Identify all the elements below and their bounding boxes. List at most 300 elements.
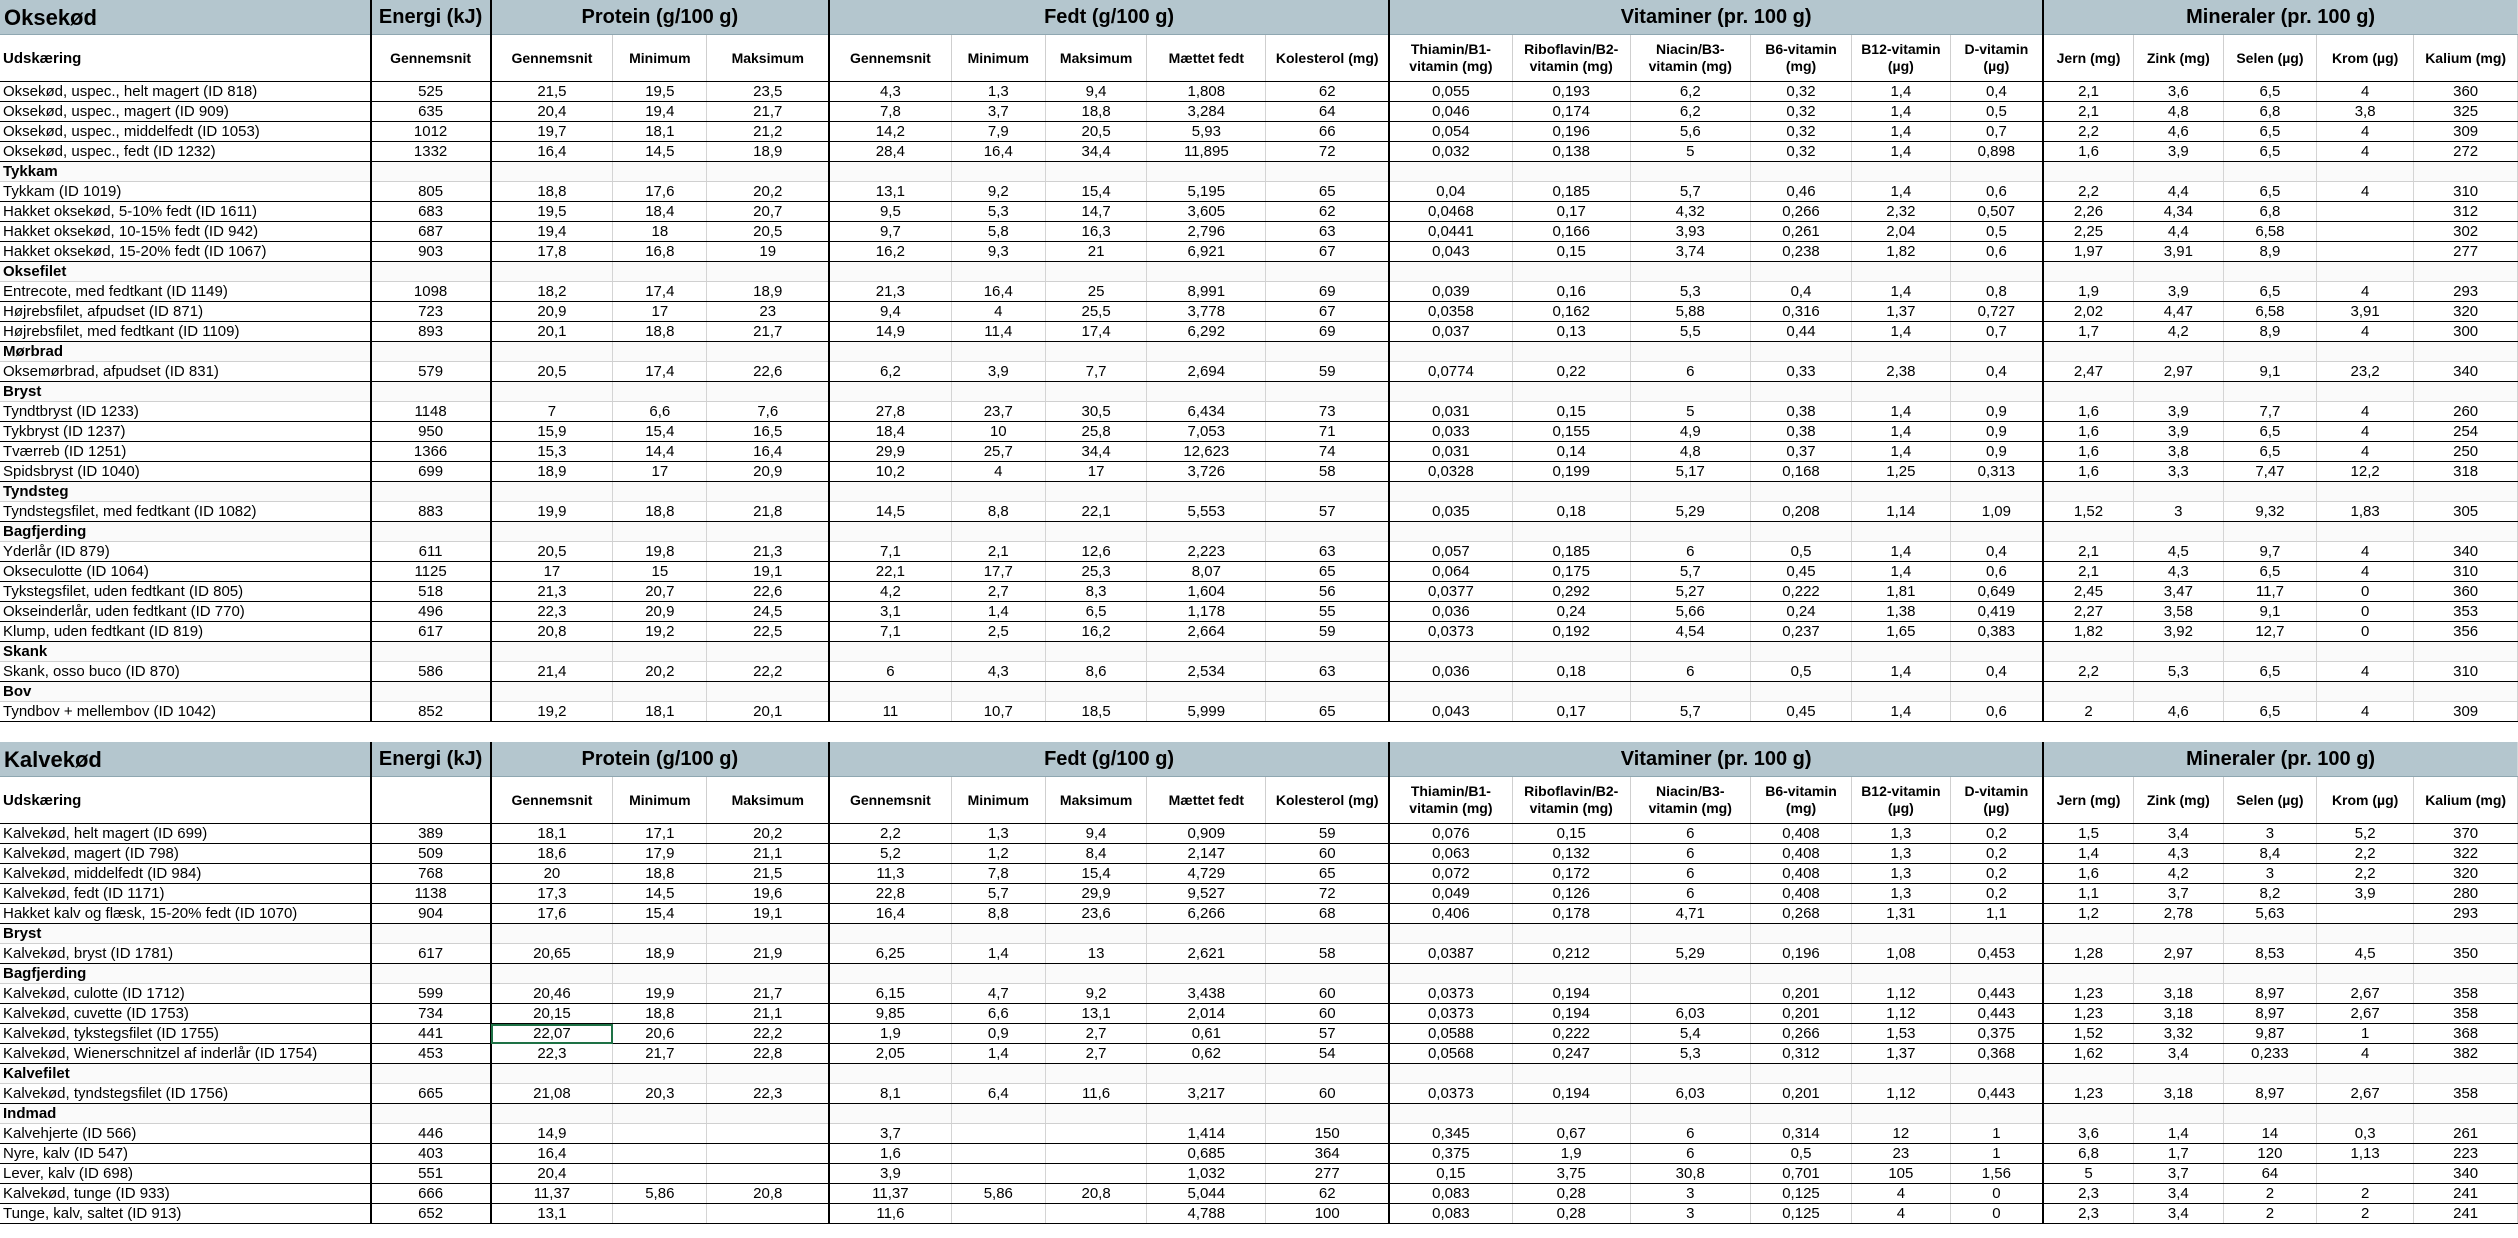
empty-cell[interactable] xyxy=(1147,682,1266,702)
empty-cell[interactable] xyxy=(371,262,491,282)
empty-cell[interactable] xyxy=(613,522,707,542)
value-cell[interactable]: 1,14 xyxy=(1852,502,1950,522)
value-cell[interactable]: 0,18 xyxy=(1512,502,1630,522)
value-cell[interactable]: 6 xyxy=(829,662,951,682)
value-cell[interactable]: 4,8 xyxy=(2133,102,2223,122)
value-cell[interactable]: 21,9 xyxy=(707,944,829,964)
empty-cell[interactable] xyxy=(1512,924,1630,944)
value-cell[interactable]: 6,4 xyxy=(951,1084,1045,1104)
value-cell[interactable]: 20,5 xyxy=(491,542,613,562)
value-cell[interactable]: 3 xyxy=(1630,1204,1750,1224)
value-cell[interactable]: 4,2 xyxy=(2133,322,2223,342)
empty-cell[interactable] xyxy=(1852,682,1950,702)
value-cell[interactable]: 18,8 xyxy=(613,864,707,884)
value-cell[interactable]: 280 xyxy=(2414,884,2518,904)
value-cell[interactable]: 1,23 xyxy=(2043,1004,2133,1024)
value-cell[interactable]: 18,1 xyxy=(491,824,613,844)
value-cell[interactable]: 0,18 xyxy=(1512,662,1630,682)
empty-cell[interactable] xyxy=(1950,1064,2043,1084)
value-cell[interactable]: 322 xyxy=(2414,844,2518,864)
value-cell[interactable]: 0,0774 xyxy=(1389,362,1512,382)
value-cell[interactable]: 1,9 xyxy=(1512,1144,1630,1164)
value-cell[interactable]: 310 xyxy=(2414,562,2518,582)
value-cell[interactable]: 0 xyxy=(1950,1204,2043,1224)
value-cell[interactable]: 723 xyxy=(371,302,491,322)
value-cell[interactable]: 19,1 xyxy=(707,562,829,582)
value-cell[interactable]: 1,65 xyxy=(1852,622,1950,642)
empty-cell[interactable] xyxy=(829,924,951,944)
value-cell[interactable]: 5 xyxy=(1630,402,1750,422)
value-cell[interactable]: 20,5 xyxy=(1045,122,1146,142)
column-header-vitamins-d-vitamin-g[interactable]: D-vitamin (µg) xyxy=(1950,777,2043,824)
value-cell[interactable]: 21,7 xyxy=(613,1044,707,1064)
value-cell[interactable]: 1,81 xyxy=(1852,582,1950,602)
value-cell[interactable] xyxy=(2317,202,2414,222)
column-header-protein-minimum[interactable]: Minimum xyxy=(613,777,707,824)
value-cell[interactable]: 17,4 xyxy=(613,362,707,382)
value-cell[interactable]: 0,6 xyxy=(1950,562,2043,582)
empty-cell[interactable] xyxy=(1266,482,1389,502)
value-cell[interactable]: 2 xyxy=(2223,1204,2316,1224)
value-cell[interactable]: 0,28 xyxy=(1512,1204,1630,1224)
value-cell[interactable]: 16,4 xyxy=(491,142,613,162)
cut-name-cell[interactable]: Kalvekød, tykstegsfilet (ID 1755) xyxy=(0,1024,371,1044)
value-cell[interactable] xyxy=(1630,984,1750,1004)
empty-cell[interactable] xyxy=(707,162,829,182)
value-cell[interactable]: 6,266 xyxy=(1147,904,1266,924)
value-cell[interactable]: 3,75 xyxy=(1512,1164,1630,1184)
empty-cell[interactable] xyxy=(1630,262,1750,282)
value-cell[interactable]: 1,032 xyxy=(1147,1164,1266,1184)
value-cell[interactable]: 20,7 xyxy=(613,582,707,602)
value-cell[interactable]: 5,044 xyxy=(1147,1184,1266,1204)
value-cell[interactable]: 65 xyxy=(1266,182,1389,202)
value-cell[interactable]: 6 xyxy=(1630,362,1750,382)
value-cell[interactable]: 2,147 xyxy=(1147,844,1266,864)
empty-cell[interactable] xyxy=(829,162,951,182)
value-cell[interactable]: 250 xyxy=(2414,442,2518,462)
value-cell[interactable]: 20,1 xyxy=(491,322,613,342)
empty-cell[interactable] xyxy=(1630,382,1750,402)
value-cell[interactable]: 19,4 xyxy=(613,102,707,122)
value-cell[interactable]: 4 xyxy=(1852,1204,1950,1224)
empty-cell[interactable] xyxy=(707,342,829,362)
value-cell[interactable]: 19,8 xyxy=(613,542,707,562)
value-cell[interactable]: 67 xyxy=(1266,302,1389,322)
value-cell[interactable]: 4,2 xyxy=(2133,864,2223,884)
group-label[interactable]: Bagfjerding xyxy=(0,964,371,984)
value-cell[interactable]: 0,196 xyxy=(1512,122,1630,142)
column-header-vitamins-niacin-b3-vitamin-mg[interactable]: Niacin/B3-vitamin (mg) xyxy=(1630,777,1750,824)
value-cell[interactable]: 18,2 xyxy=(491,282,613,302)
empty-cell[interactable] xyxy=(491,964,613,984)
value-cell[interactable]: 358 xyxy=(2414,1004,2518,1024)
value-cell[interactable]: 3,4 xyxy=(2133,1204,2223,1224)
value-cell[interactable]: 6,5 xyxy=(2223,562,2316,582)
value-cell[interactable]: 0,292 xyxy=(1512,582,1630,602)
value-cell[interactable]: 0,408 xyxy=(1750,864,1851,884)
value-cell[interactable]: 19,2 xyxy=(613,622,707,642)
value-cell[interactable]: 18,9 xyxy=(491,462,613,482)
value-cell[interactable]: 3,778 xyxy=(1147,302,1266,322)
value-cell[interactable]: 0,076 xyxy=(1389,824,1512,844)
value-cell[interactable]: 9,4 xyxy=(829,302,951,322)
empty-cell[interactable] xyxy=(1750,162,1851,182)
empty-cell[interactable] xyxy=(1045,342,1146,362)
empty-cell[interactable] xyxy=(1750,964,1851,984)
value-cell[interactable]: 5,17 xyxy=(1630,462,1750,482)
empty-cell[interactable] xyxy=(1630,482,1750,502)
value-cell[interactable]: 277 xyxy=(2414,242,2518,262)
value-cell[interactable]: 1,82 xyxy=(2043,622,2133,642)
value-cell[interactable]: 16,4 xyxy=(491,1144,613,1164)
value-cell[interactable]: 22,6 xyxy=(707,582,829,602)
empty-cell[interactable] xyxy=(1852,522,1950,542)
value-cell[interactable]: 0,32 xyxy=(1750,142,1851,162)
value-cell[interactable] xyxy=(707,1144,829,1164)
value-cell[interactable]: 699 xyxy=(371,462,491,482)
cut-name-cell[interactable]: Kalvekød, Wienerschnitzel af inderlår (ID 1754) xyxy=(0,1044,371,1064)
group-header-fat[interactable]: Fedt (g/100 g) xyxy=(829,0,1389,35)
column-header-minerals-zink-mg[interactable]: Zink (mg) xyxy=(2133,35,2223,82)
empty-cell[interactable] xyxy=(951,1064,1045,1084)
empty-cell[interactable] xyxy=(1852,1104,1950,1124)
value-cell[interactable]: 0,064 xyxy=(1389,562,1512,582)
empty-cell[interactable] xyxy=(371,924,491,944)
value-cell[interactable]: 18,6 xyxy=(491,844,613,864)
cut-name-cell[interactable]: Tunge, kalv, saltet (ID 913) xyxy=(0,1204,371,1224)
empty-cell[interactable] xyxy=(951,522,1045,542)
value-cell[interactable]: 4 xyxy=(2317,442,2414,462)
value-cell[interactable]: 4,9 xyxy=(1630,422,1750,442)
empty-cell[interactable] xyxy=(1852,342,1950,362)
table-title[interactable]: Kalvekød xyxy=(0,742,371,777)
cut-name-cell[interactable]: Hakket oksekød, 5-10% fedt (ID 1611) xyxy=(0,202,371,222)
value-cell[interactable]: 260 xyxy=(2414,402,2518,422)
value-cell[interactable]: 2,5 xyxy=(951,622,1045,642)
value-cell[interactable]: 4,47 xyxy=(2133,302,2223,322)
value-cell[interactable]: 0,45 xyxy=(1750,702,1851,722)
empty-cell[interactable] xyxy=(707,682,829,702)
empty-cell[interactable] xyxy=(1045,964,1146,984)
value-cell[interactable]: 0,701 xyxy=(1750,1164,1851,1184)
value-cell[interactable]: 9,4 xyxy=(1045,824,1146,844)
value-cell[interactable]: 7,9 xyxy=(951,122,1045,142)
value-cell[interactable]: 1366 xyxy=(371,442,491,462)
empty-cell[interactable] xyxy=(2317,1064,2414,1084)
value-cell[interactable]: 20,9 xyxy=(707,462,829,482)
value-cell[interactable]: 20,4 xyxy=(491,102,613,122)
value-cell[interactable]: 0,201 xyxy=(1750,984,1851,1004)
value-cell[interactable]: 3,92 xyxy=(2133,622,2223,642)
value-cell[interactable]: 18,9 xyxy=(613,944,707,964)
value-cell[interactable]: 9,32 xyxy=(2223,502,2316,522)
value-cell[interactable]: 293 xyxy=(2414,904,2518,924)
value-cell[interactable]: 8,07 xyxy=(1147,562,1266,582)
group-header-energy[interactable]: Energi (kJ) xyxy=(371,0,491,35)
empty-cell[interactable] xyxy=(2133,522,2223,542)
empty-cell[interactable] xyxy=(707,522,829,542)
value-cell[interactable]: 0,383 xyxy=(1950,622,2043,642)
value-cell[interactable]: 22,3 xyxy=(491,602,613,622)
value-cell[interactable]: 5,3 xyxy=(1630,1044,1750,1064)
value-cell[interactable]: 1,414 xyxy=(1147,1124,1266,1144)
value-cell[interactable]: 0,24 xyxy=(1750,602,1851,622)
value-cell[interactable]: 0,155 xyxy=(1512,422,1630,442)
value-cell[interactable]: 2,2 xyxy=(2317,844,2414,864)
value-cell[interactable]: 302 xyxy=(2414,222,2518,242)
value-cell[interactable]: 1,4 xyxy=(1852,662,1950,682)
empty-cell[interactable] xyxy=(371,482,491,502)
empty-cell[interactable] xyxy=(1950,162,2043,182)
value-cell[interactable]: 28,4 xyxy=(829,142,951,162)
empty-cell[interactable] xyxy=(1950,642,2043,662)
value-cell[interactable]: 4,4 xyxy=(2133,222,2223,242)
group-header-vitamins[interactable]: Vitaminer (pr. 100 g) xyxy=(1389,0,2043,35)
value-cell[interactable]: 4 xyxy=(2317,322,2414,342)
empty-cell[interactable] xyxy=(1266,342,1389,362)
cut-name-cell[interactable]: Hakket oksekød, 10-15% fedt (ID 942) xyxy=(0,222,371,242)
value-cell[interactable]: 3,605 xyxy=(1147,202,1266,222)
value-cell[interactable]: 4,6 xyxy=(2133,702,2223,722)
value-cell[interactable]: 1,6 xyxy=(2043,422,2133,442)
value-cell[interactable]: 2,7 xyxy=(951,582,1045,602)
cut-name-cell[interactable]: Spidsbryst (ID 1040) xyxy=(0,462,371,482)
value-cell[interactable]: 17,9 xyxy=(613,844,707,864)
empty-cell[interactable] xyxy=(2414,1064,2518,1084)
value-cell[interactable]: 59 xyxy=(1266,824,1389,844)
empty-cell[interactable] xyxy=(1630,682,1750,702)
value-cell[interactable]: 15,4 xyxy=(613,422,707,442)
value-cell[interactable]: 0,314 xyxy=(1750,1124,1851,1144)
value-cell[interactable]: 0,138 xyxy=(1512,142,1630,162)
value-cell[interactable]: 0,046 xyxy=(1389,102,1512,122)
value-cell[interactable]: 9,2 xyxy=(1045,984,1146,1004)
table-title[interactable]: Oksekød xyxy=(0,0,371,35)
empty-cell[interactable] xyxy=(1630,162,1750,182)
value-cell[interactable]: 57 xyxy=(1266,502,1389,522)
value-cell[interactable]: 60 xyxy=(1266,984,1389,1004)
value-cell[interactable]: 0,14 xyxy=(1512,442,1630,462)
column-header-fat-kolesterol-mg[interactable]: Kolesterol (mg) xyxy=(1266,35,1389,82)
empty-cell[interactable] xyxy=(1266,642,1389,662)
value-cell[interactable]: 17 xyxy=(613,302,707,322)
value-cell[interactable]: 19,9 xyxy=(613,984,707,1004)
value-cell[interactable]: 320 xyxy=(2414,864,2518,884)
value-cell[interactable]: 0,194 xyxy=(1512,1004,1630,1024)
value-cell[interactable]: 21,3 xyxy=(829,282,951,302)
value-cell[interactable] xyxy=(2317,904,2414,924)
value-cell[interactable]: 1,38 xyxy=(1852,602,1950,622)
value-cell[interactable]: 6,921 xyxy=(1147,242,1266,262)
empty-cell[interactable] xyxy=(1045,924,1146,944)
cut-name-cell[interactable]: Hakket oksekød, 15-20% fedt (ID 1067) xyxy=(0,242,371,262)
value-cell[interactable]: 1,3 xyxy=(1852,844,1950,864)
value-cell[interactable]: 5,66 xyxy=(1630,602,1750,622)
value-cell[interactable]: 1,4 xyxy=(951,1044,1045,1064)
value-cell[interactable]: 20,5 xyxy=(707,222,829,242)
group-label[interactable]: Skank xyxy=(0,642,371,662)
column-header-energy-gennemsnit[interactable]: Gennemsnit xyxy=(371,35,491,82)
value-cell[interactable]: 5,7 xyxy=(1630,702,1750,722)
value-cell[interactable]: 8,4 xyxy=(1045,844,1146,864)
empty-cell[interactable] xyxy=(1266,1064,1389,1084)
value-cell[interactable]: 12,2 xyxy=(2317,462,2414,482)
empty-cell[interactable] xyxy=(2223,924,2316,944)
value-cell[interactable]: 0,33 xyxy=(1750,362,1851,382)
value-cell[interactable]: 20,1 xyxy=(707,702,829,722)
value-cell[interactable]: 0,443 xyxy=(1950,1004,2043,1024)
empty-cell[interactable] xyxy=(371,522,491,542)
empty-cell[interactable] xyxy=(1512,522,1630,542)
empty-cell[interactable] xyxy=(951,642,1045,662)
cut-name-cell[interactable]: Kalvekød, fedt (ID 1171) xyxy=(0,884,371,904)
empty-cell[interactable] xyxy=(2317,1104,2414,1124)
cut-name-cell[interactable]: Okseinderlår, uden fedtkant (ID 770) xyxy=(0,602,371,622)
value-cell[interactable]: 687 xyxy=(371,222,491,242)
empty-cell[interactable] xyxy=(491,522,613,542)
empty-cell[interactable] xyxy=(491,162,613,182)
value-cell[interactable]: 0,201 xyxy=(1750,1004,1851,1024)
empty-cell[interactable] xyxy=(1852,162,1950,182)
value-cell[interactable]: 25,7 xyxy=(951,442,1045,462)
empty-cell[interactable] xyxy=(1750,682,1851,702)
value-cell[interactable]: 58 xyxy=(1266,462,1389,482)
value-cell[interactable]: 1,25 xyxy=(1852,462,1950,482)
empty-cell[interactable] xyxy=(613,1104,707,1124)
value-cell[interactable]: 59 xyxy=(1266,622,1389,642)
cut-name-cell[interactable]: Tykstegsfilet, uden fedtkant (ID 805) xyxy=(0,582,371,602)
empty-cell[interactable] xyxy=(2043,964,2133,984)
value-cell[interactable]: 54 xyxy=(1266,1044,1389,1064)
value-cell[interactable]: 0,0441 xyxy=(1389,222,1512,242)
cut-name-cell[interactable]: Oksekød, uspec., magert (ID 909) xyxy=(0,102,371,122)
value-cell[interactable]: 0,175 xyxy=(1512,562,1630,582)
value-cell[interactable]: 312 xyxy=(2414,202,2518,222)
value-cell[interactable]: 0,032 xyxy=(1389,142,1512,162)
value-cell[interactable]: 2,67 xyxy=(2317,984,2414,1004)
empty-cell[interactable] xyxy=(2414,522,2518,542)
value-cell[interactable]: 22,8 xyxy=(829,884,951,904)
value-cell[interactable]: 8,53 xyxy=(2223,944,2316,964)
empty-cell[interactable] xyxy=(613,482,707,502)
empty-cell[interactable] xyxy=(1950,964,2043,984)
value-cell[interactable]: 1,52 xyxy=(2043,502,2133,522)
empty-cell[interactable] xyxy=(1147,1064,1266,1084)
value-cell[interactable]: 0,5 xyxy=(1750,662,1851,682)
empty-cell[interactable] xyxy=(1852,924,1950,944)
value-cell[interactable]: 9,527 xyxy=(1147,884,1266,904)
value-cell[interactable]: 15,9 xyxy=(491,422,613,442)
column-header-minerals-kalium-mg[interactable]: Kalium (mg) xyxy=(2414,777,2518,824)
value-cell[interactable]: 2,7 xyxy=(1045,1044,1146,1064)
value-cell[interactable]: 0,037 xyxy=(1389,322,1512,342)
value-cell[interactable]: 0,185 xyxy=(1512,182,1630,202)
value-cell[interactable]: 19 xyxy=(707,242,829,262)
cut-name-cell[interactable]: Kalvekød, tyndstegsfilet (ID 1756) xyxy=(0,1084,371,1104)
value-cell[interactable]: 6 xyxy=(1630,1124,1750,1144)
column-header-vitamins-riboflavin-b2-vitamin-mg[interactable]: Riboflavin/B2-vitamin (mg) xyxy=(1512,777,1630,824)
empty-cell[interactable] xyxy=(951,682,1045,702)
value-cell[interactable]: 2,664 xyxy=(1147,622,1266,642)
value-cell[interactable]: 6,8 xyxy=(2223,202,2316,222)
cut-name-cell[interactable]: Højrebsfilet, afpudset (ID 871) xyxy=(0,302,371,322)
value-cell[interactable]: 0,132 xyxy=(1512,844,1630,864)
value-cell[interactable]: 1,5 xyxy=(2043,824,2133,844)
value-cell[interactable]: 2,38 xyxy=(1852,362,1950,382)
cut-name-cell[interactable]: Klump, uden fedtkant (ID 819) xyxy=(0,622,371,642)
value-cell[interactable]: 4 xyxy=(2317,562,2414,582)
value-cell[interactable]: 18,9 xyxy=(707,282,829,302)
value-cell[interactable]: 0,5 xyxy=(1950,102,2043,122)
value-cell[interactable]: 8,6 xyxy=(1045,662,1146,682)
value-cell[interactable]: 3,7 xyxy=(2133,884,2223,904)
value-cell[interactable]: 65 xyxy=(1266,562,1389,582)
value-cell[interactable]: 0,194 xyxy=(1512,984,1630,1004)
cut-name-cell[interactable]: Tykkam (ID 1019) xyxy=(0,182,371,202)
value-cell[interactable]: 3,74 xyxy=(1630,242,1750,262)
value-cell[interactable]: 0,7 xyxy=(1950,322,2043,342)
value-cell[interactable]: 0,32 xyxy=(1750,82,1851,102)
value-cell[interactable]: 16,4 xyxy=(951,142,1045,162)
value-cell[interactable]: 0,166 xyxy=(1512,222,1630,242)
value-cell[interactable]: 364 xyxy=(1266,1144,1389,1164)
value-cell[interactable]: 3 xyxy=(1630,1184,1750,1204)
value-cell[interactable]: 0,178 xyxy=(1512,904,1630,924)
value-cell[interactable]: 1,6 xyxy=(829,1144,951,1164)
empty-cell[interactable] xyxy=(491,262,613,282)
value-cell[interactable]: 1,3 xyxy=(951,824,1045,844)
value-cell[interactable]: 17,3 xyxy=(491,884,613,904)
column-header-vitamins-b6-vitamin-mg[interactable]: B6-vitamin (mg) xyxy=(1750,777,1851,824)
value-cell[interactable]: 4,71 xyxy=(1630,904,1750,924)
value-cell[interactable]: 1 xyxy=(1950,1124,2043,1144)
empty-cell[interactable] xyxy=(951,382,1045,402)
empty-cell[interactable] xyxy=(951,482,1045,502)
empty-cell[interactable] xyxy=(829,642,951,662)
value-cell[interactable]: 389 xyxy=(371,824,491,844)
value-cell[interactable]: 1,4 xyxy=(1852,422,1950,442)
group-header-protein[interactable]: Protein (g/100 g) xyxy=(491,742,829,777)
value-cell[interactable]: 3,93 xyxy=(1630,222,1750,242)
empty-cell[interactable] xyxy=(1147,342,1266,362)
value-cell[interactable]: 20,8 xyxy=(491,622,613,642)
value-cell[interactable]: 2,796 xyxy=(1147,222,1266,242)
value-cell[interactable]: 1,2 xyxy=(951,844,1045,864)
empty-cell[interactable] xyxy=(829,382,951,402)
empty-cell[interactable] xyxy=(1852,642,1950,662)
value-cell[interactable]: 1,3 xyxy=(951,82,1045,102)
value-cell[interactable]: 6,2 xyxy=(829,362,951,382)
group-label[interactable]: Kalvefilet xyxy=(0,1064,371,1084)
empty-cell[interactable] xyxy=(1512,342,1630,362)
value-cell[interactable]: 0,16 xyxy=(1512,282,1630,302)
value-cell[interactable]: 0,162 xyxy=(1512,302,1630,322)
value-cell[interactable]: 18,5 xyxy=(1045,702,1146,722)
value-cell[interactable]: 1,178 xyxy=(1147,602,1266,622)
value-cell[interactable]: 1,3 xyxy=(1852,864,1950,884)
value-cell[interactable]: 2,67 xyxy=(2317,1004,2414,1024)
empty-cell[interactable] xyxy=(613,642,707,662)
value-cell[interactable]: 0,443 xyxy=(1950,1084,2043,1104)
value-cell[interactable]: 3,58 xyxy=(2133,602,2223,622)
group-label[interactable]: Oksefilet xyxy=(0,262,371,282)
value-cell[interactable]: 14,7 xyxy=(1045,202,1146,222)
value-cell[interactable]: 0,0373 xyxy=(1389,622,1512,642)
value-cell[interactable]: 9,5 xyxy=(829,202,951,222)
value-cell[interactable]: 4,3 xyxy=(2133,844,2223,864)
value-cell[interactable]: 5,88 xyxy=(1630,302,1750,322)
